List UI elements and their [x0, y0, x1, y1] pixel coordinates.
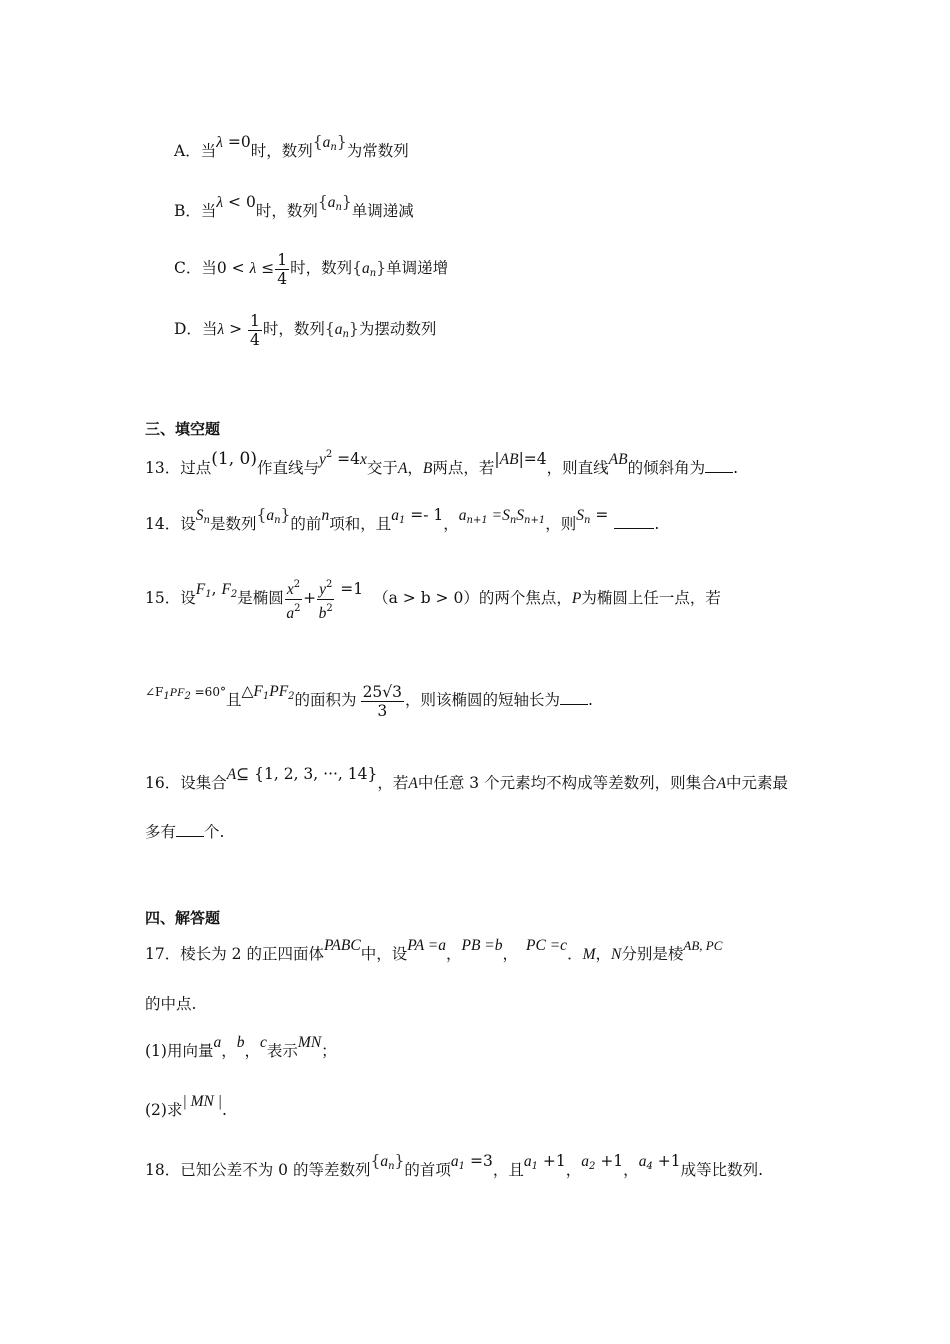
section-title-solutions: 四、解答题: [145, 909, 221, 927]
question-15: 15．设$F_1$, $F_2$是椭圆 $\frac{x^2}{a^2}$ + $\frac{y^2}{b^2}$ =1 （a > b > 0）的两个焦点，P为椭圆上任一点，若: [145, 570, 721, 632]
question-16: 16．设集合A⊆ {1, 2, 3, ···, 14}，若A中任意 3 个元素均不构成等差数列，则集合A中元素最: [145, 765, 789, 792]
question-17-part-2: (2)求| MN |.: [145, 1093, 227, 1119]
option-d: D．当λ > $\frac{1}{4}$ 时，数列$\{a_n\}$为摆动数列: [174, 311, 437, 349]
question-18: 18．已知公差不为 0 的等差数列$\{a_n\}$的首项$a_1 =3$，且$a_1 +1$，$a_2 +1$，$a_4 +1$成等比数列.: [145, 1152, 764, 1179]
answer-blank[interactable]: [614, 514, 654, 529]
section-title-fill-blank: 三、填空题: [145, 420, 221, 438]
question-13: 13．过点(1, 0)作直线与$y^2 =4x$交于A，B两点，若|AB|=4，则直线AB的倾斜角为 .: [145, 449, 739, 477]
option-c: C．当0 < λ ≤ $\frac{1}{4}$ 时，数列$\{a_n\}$单调递增: [174, 250, 449, 288]
question-16-continued: 多有 个.: [145, 823, 225, 841]
question-17: 17．棱长为 2 的正四面体PABC中，设PA =a，PB =b， PC =c．M，N分别是棱$^{AB, PC}$: [145, 937, 723, 963]
answer-blank[interactable]: [560, 690, 588, 705]
question-14: 14．设$S_n$是数列$\{a_n\}$的前n项和，且$a_1 =- 1$，$a_{n+1} =S_nS_{n+1}$，则$S_n$ = .: [145, 506, 660, 533]
fraction: $\frac{1}{4}$: [250, 311, 260, 349]
answer-blank[interactable]: [176, 822, 204, 837]
question-17-continued: 的中点.: [145, 995, 197, 1013]
option-b: B．当λ < 0时，数列$\{a_n\}$单调递减: [174, 193, 414, 220]
option-a: A．当λ =0时，数列$\{a_n\}$为常数列: [174, 133, 409, 160]
question-15-continued: $^{\angle F_1PF_2 =60^\circ}$且$\triangle F_1PF_2$的面积为 $\frac{25√3}{3}$ ，则该椭圆的短轴长为 .: [145, 682, 593, 720]
question-17-part-1: (1)用向量a，b，c表示MN；: [145, 1034, 337, 1060]
fraction: $\frac{1}{4}$: [277, 250, 288, 288]
answer-blank[interactable]: [705, 458, 733, 473]
